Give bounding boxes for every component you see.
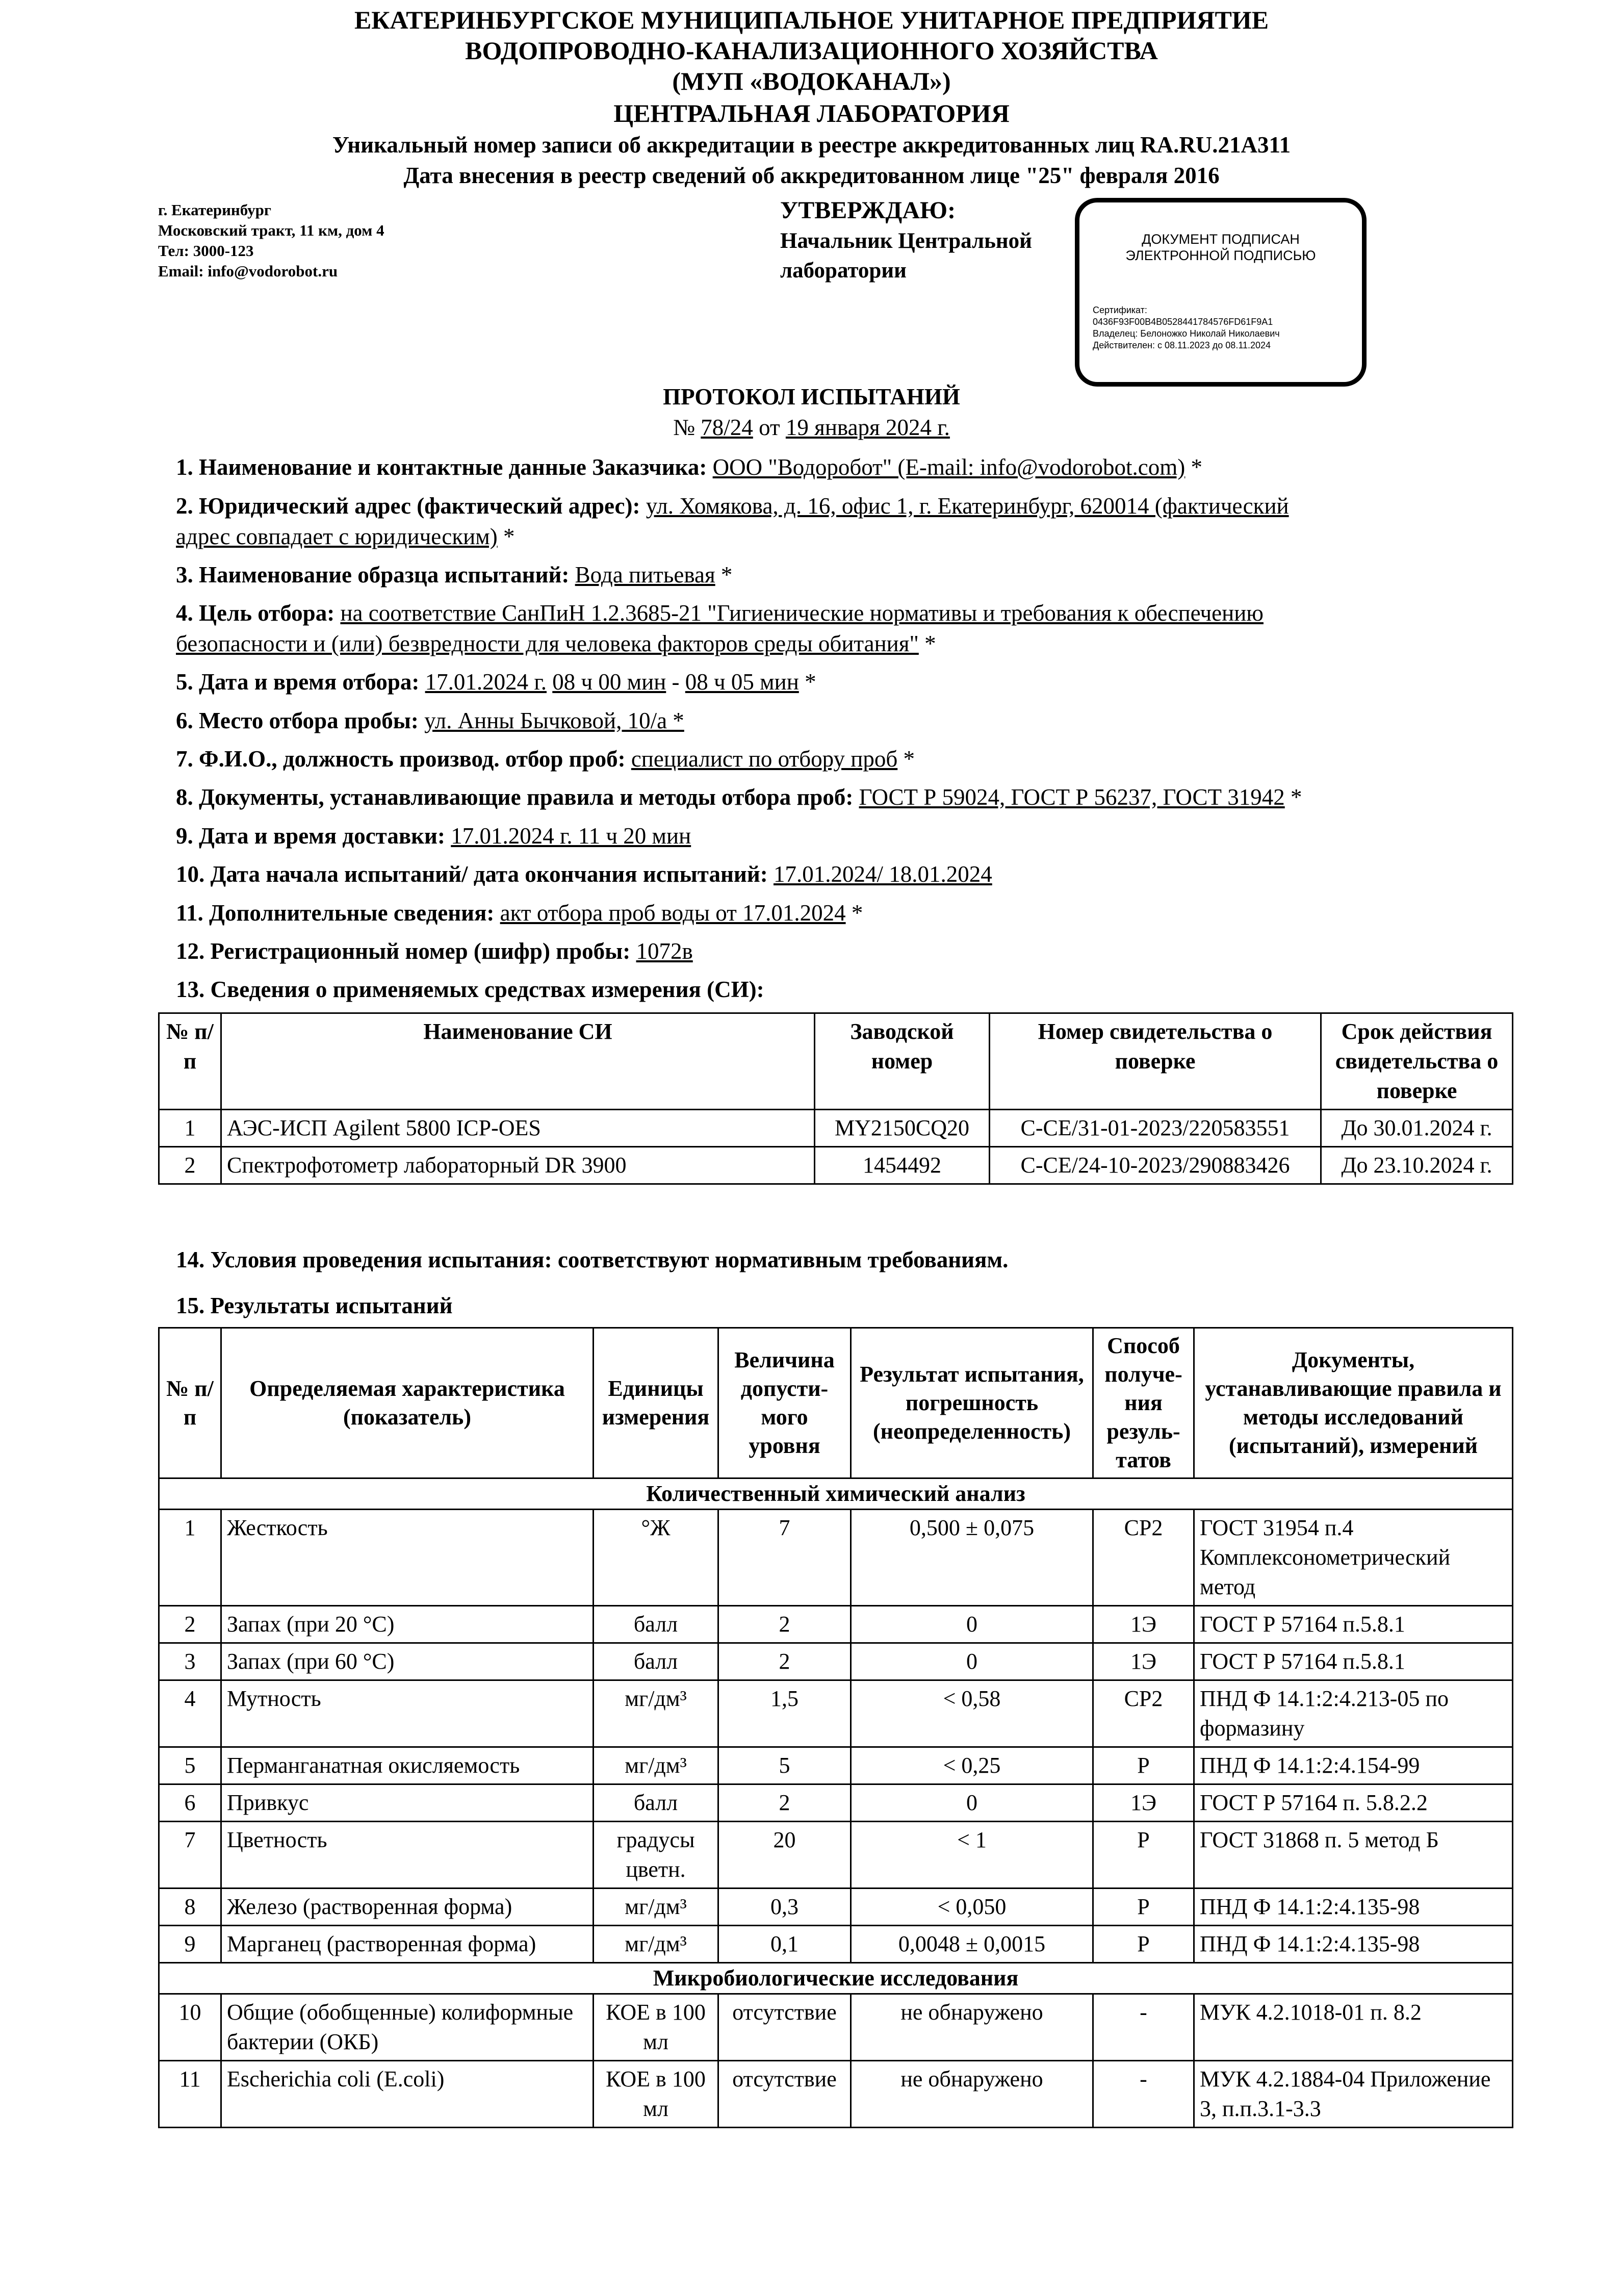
cell-method: 1Э [1093,1643,1194,1680]
item-value: Вода питьевая [575,562,715,588]
date-prefix: от [753,415,786,440]
item-value: акт отбора проб воды от 17.01.2024 [500,900,846,926]
cell-number: 7 [159,1822,221,1889]
item-value: ООО "Водоробот" (E-mail: info@vodorobot.com) [712,454,1186,480]
item-13 [176,974,1471,1005]
stamp-cert-label: Сертификат: [1093,305,1147,315]
cell-units: мг/дм³ [594,1747,718,1784]
lab-name: ЦЕНТРАЛЬНАЯ ЛАБОРАТОРИЯ [613,99,1010,127]
contact-address: Московский тракт, 11 км, дом 4 [158,221,384,239]
cell-limit: 2 [718,1643,851,1680]
cell-serial: 1454492 [815,1147,990,1184]
cell-document: ПНД Ф 14.1:2:4.135-98 [1194,1926,1513,1963]
cell-limit: 0,3 [718,1889,851,1926]
col-number: № п/п [159,1328,221,1478]
table-row [159,1606,1513,1643]
cell-characteristic: Общие (обобщенные) колиформные бактерии (ОКБ) [221,1994,594,2061]
lab-contacts [158,200,384,282]
item-label: 6. Место отбора пробы: [176,708,419,733]
cell-limit: отсутствие [718,2061,851,2128]
item-suffix: * [845,900,863,926]
item-label: 12. Регистрационный номер (шифр) пробы: [176,938,631,964]
cell-limit: 0,1 [718,1926,851,1963]
item-value: ул. Анны Бычковой, 10/а * [424,708,684,733]
cell-result: < 0,050 [851,1889,1093,1926]
table-row [159,1147,1513,1184]
cell-method: - [1093,2061,1194,2128]
cell-method: СР2 [1093,1680,1194,1747]
contact-city: г. Екатеринбург [158,201,271,219]
cell-method: Р [1093,1747,1194,1784]
item-label: 9. Дата и время доставки: [176,823,445,849]
cell-units: КОЕ в 100 мл [594,2061,718,2128]
item-label: 1. Наименование и контактные данные Заказчика: [176,454,707,480]
accreditation-date: Дата внесения в реестр сведений об аккредитованном лице "25" февраля 2016 [403,163,1220,188]
col-units: Единицы измерения [594,1328,718,1478]
accreditation-number: Уникальный номер записи об аккредитации в реестре аккредитованных лиц RA.RU.21А311 [332,132,1291,158]
item-6 [176,705,1471,736]
cell-characteristic: Жесткость [221,1510,594,1606]
cell-result: 0 [851,1643,1093,1680]
item-suffix: * [918,631,936,656]
item-label: 4. Цель отбора: [176,600,335,626]
cell-number: 5 [159,1747,221,1784]
item-4 [176,598,1471,659]
cell-limit: 2 [718,1784,851,1822]
cell-document: ГОСТ Р 57164 п. 5.8.2.2 [1194,1784,1513,1822]
table-row [159,1994,1513,2061]
table-row [159,1510,1513,1606]
contact-phone: Тел: 3000-123 [158,242,254,260]
cell-characteristic: Escherichia coli (E.coli) [221,2061,594,2128]
org-name-line1: ЕКАТЕРИНБУРГСКОЕ МУНИЦИПАЛЬНОЕ УНИТАРНОЕ ПРЕДПРИЯТИЕ [354,6,1269,34]
item-15: 15. Результаты испытаний [176,1293,453,1318]
approve-title: УТВЕРЖДАЮ: [780,197,956,224]
cell-name: АЭС-ИСП Agilent 5800 ICP-OES [221,1110,815,1147]
stamp-title-1: ДОКУМЕНТ ПОДПИСАН [1142,232,1300,247]
cell-method: СР2 [1093,1510,1194,1606]
item-suffix: * [1284,784,1302,810]
cell-characteristic: Перманганатная окисляемость [221,1747,594,1784]
measuring-instruments-table [158,1012,1513,1185]
cell-result: < 0,58 [851,1680,1093,1747]
cell-units: КОЕ в 100 мл [594,1994,718,2061]
cell-document: ПНД Ф 14.1:2:4.154-99 [1194,1747,1513,1784]
cell-method: 1Э [1093,1784,1194,1822]
item-value-2: адрес совпадает с юридическим) [176,524,498,549]
item-suffix: * [897,746,915,772]
approval-block [780,195,1032,286]
protocol-date: 19 января 2024 г. [785,415,950,440]
item-12 [176,936,1471,966]
item-value-2: безопасности и (или) безвредности для человека факторов среды обитания" [176,631,919,656]
table-row [159,1643,1513,1680]
number-prefix: № [673,415,701,440]
item-value: 17.01.2024/ 18.01.2024 [773,861,992,887]
cell-number: 1 [159,1110,221,1147]
col-serial: Заводской номер [815,1013,990,1110]
cell-characteristic: Запах (при 60 °С) [221,1643,594,1680]
cell-units: балл [594,1784,718,1822]
col-characteristic: Определяемая характеристика (показатель) [221,1328,594,1478]
cell-method: Р [1093,1822,1194,1889]
col-document: Документы, устанавливающие правила и методы исследований (испытаний), измерений [1194,1328,1513,1478]
item-suffix: * [1185,454,1202,480]
cell-limit: отсутствие [718,1994,851,2061]
cell-characteristic: Марганец (растворенная форма) [221,1926,594,1963]
results-table [158,1327,1513,2128]
cell-document: ПНД Ф 14.1:2:4.213-05 по формазину [1194,1680,1513,1747]
item-suffix: * [715,562,733,588]
table-row [159,1784,1513,1822]
org-name-line2: ВОДОПРОВОДНО-КАНАЛИЗАЦИОННОГО ХОЗЯЙСТВА [465,36,1158,65]
stamp-title-2: ЭЛЕКТРОННОЙ ПОДПИСЬЮ [1125,248,1316,263]
cell-certificate: С-СЕ/31-01-2023/220583551 [990,1110,1321,1147]
electronic-signature-stamp [1075,198,1367,387]
cell-result: < 0,25 [851,1747,1093,1784]
col-name: Наименование СИ [221,1013,815,1110]
col-limit: Величина допусти-мого уровня [718,1328,851,1478]
stamp-cert-number: 0436F93F00B4B0528441784576FD61F9A1 [1093,317,1273,327]
cell-serial: MY2150CQ20 [815,1110,990,1147]
cell-document: МУК 4.2.1884-04 Приложение 3, п.п.3.1-3.3 [1194,2061,1513,2128]
item-label: 7. Ф.И.О., должность производ. отбор проб: [176,746,626,772]
cell-characteristic: Цветность [221,1822,594,1889]
item-label: 5. Дата и время отбора: [176,669,420,695]
item-label: 11. Дополнительные сведения: [176,900,495,926]
item-1 [176,452,1471,482]
cell-units: балл [594,1606,718,1643]
cell-result: 0,500 ± 0,075 [851,1510,1093,1606]
table-header-row [159,1013,1513,1110]
cell-number: 1 [159,1510,221,1606]
item-3 [176,559,1471,590]
cell-number: 10 [159,1994,221,2061]
cell-units: балл [594,1643,718,1680]
cell-number: 8 [159,1889,221,1926]
cell-document: ГОСТ Р 57164 п.5.8.1 [1194,1643,1513,1680]
cell-limit: 2 [718,1606,851,1643]
cell-validity: До 23.10.2024 г. [1321,1147,1513,1184]
cell-result: не обнаружено [851,2061,1093,2128]
section-chemical: Количественный химический анализ [159,1478,1513,1510]
col-result: Результат испытания, погрешность (неопределенность) [851,1328,1093,1478]
table-header-row [159,1328,1513,1478]
cell-method: 1Э [1093,1606,1194,1643]
cell-name: Спектрофотометр лабораторный DR 3900 [221,1147,815,1184]
stamp-valid: Действителен: с 08.11.2023 до 08.11.2024 [1093,340,1271,350]
table-row [159,2061,1513,2128]
item-label: 13. Сведения о применяемых средствах измерения (СИ): [176,977,764,1002]
cell-number: 11 [159,2061,221,2128]
col-certificate: Номер свидетельства о поверке [990,1013,1321,1110]
cell-characteristic: Запах (при 20 °С) [221,1606,594,1643]
section-microbiological: Микробиологические исследования [159,1963,1513,1994]
cell-result: 0,0048 ± 0,0015 [851,1926,1093,1963]
cell-units: мг/дм³ [594,1926,718,1963]
protocol-number-line [0,414,1623,441]
item-7 [176,744,1471,774]
cell-document: ГОСТ Р 57164 п.5.8.1 [1194,1606,1513,1643]
cell-result: не обнаружено [851,1994,1093,2061]
cell-limit: 20 [718,1822,851,1889]
table-row [159,1926,1513,1963]
item-10 [176,859,1471,889]
cell-method: - [1093,1994,1194,2061]
item-value: 17.01.2024 г. [425,669,547,695]
item-value: специалист по отбору проб [631,746,898,772]
item-11 [176,898,1471,928]
item-suffix: * [798,669,816,695]
approve-position-2: лаборатории [780,259,907,283]
cell-document: ПНД Ф 14.1:2:4.135-98 [1194,1889,1513,1926]
table-row [159,1822,1513,1889]
cell-number: 2 [159,1147,221,1184]
cell-certificate: С-СЕ/24-10-2023/290883426 [990,1147,1321,1184]
cell-document: ГОСТ 31954 п.4 Комплексонометрический метод [1194,1510,1513,1606]
item-9 [176,821,1471,851]
table-row [159,1680,1513,1747]
section-row [159,1478,1513,1510]
approve-position: Начальник Центральной [780,229,1032,253]
item-5 [176,667,1471,697]
item-14: 14. Условия проведения испытания: соответствуют нормативным требованиям. [176,1247,1009,1272]
cell-validity: До 30.01.2024 г. [1321,1110,1513,1147]
cell-number: 3 [159,1643,221,1680]
cell-method: Р [1093,1889,1194,1926]
col-number: № п/п [159,1013,221,1110]
protocol-title: ПРОТОКОЛ ИСПЫТАНИЙ [663,384,960,410]
cell-document: ГОСТ 31868 п. 5 метод Б [1194,1822,1513,1889]
item-value: ГОСТ Р 59024, ГОСТ Р 56237, ГОСТ 31942 [859,784,1285,810]
item-value-c: 08 ч 05 мин [685,669,799,695]
col-method: Способ получе-ния резуль-татов [1093,1328,1194,1478]
cell-units: мг/дм³ [594,1680,718,1747]
cell-method: Р [1093,1926,1194,1963]
cell-result: < 1 [851,1822,1093,1889]
item-suffix: * [497,524,515,549]
item-8 [176,782,1471,812]
contact-email: Email: info@vodorobot.ru [158,262,338,280]
cell-number: 4 [159,1680,221,1747]
org-short-name: (МУП «ВОДОКАНАЛ») [672,67,951,95]
item-label: 8. Документы, устанавливающие правила и методы отбора проб: [176,784,854,810]
cell-number: 2 [159,1606,221,1643]
item-value: 17.01.2024 г. 11 ч 20 мин [451,823,691,849]
cell-characteristic: Привкус [221,1784,594,1822]
item-value-b: 08 ч 00 мин [552,669,666,695]
item-value: 1072в [636,938,693,964]
cell-document: МУК 4.2.1018-01 п. 8.2 [1194,1994,1513,2061]
cell-number: 6 [159,1784,221,1822]
protocol-number: 78/24 [701,415,753,440]
cell-result: 0 [851,1606,1093,1643]
table-row [159,1889,1513,1926]
cell-units: °Ж [594,1510,718,1606]
item-mid-2: - [666,669,685,695]
cell-units: мг/дм³ [594,1889,718,1926]
cell-characteristic: Мутность [221,1680,594,1747]
item-label: 10. Дата начала испытаний/ дата окончания испытаний: [176,861,768,887]
section-row [159,1963,1513,1994]
table-row [159,1110,1513,1147]
cell-limit: 7 [718,1510,851,1606]
cell-limit: 1,5 [718,1680,851,1747]
item-label: 3. Наименование образца испытаний: [176,562,570,588]
item-mid [547,669,552,695]
item-2 [176,491,1471,552]
col-validity: Срок действия свидетельства о поверке [1321,1013,1513,1110]
item-value: на соответствие СанПиН 1.2.3685-21 "Гигиенические нормативы и требования к обеспечению [340,600,1264,626]
item-label: 2. Юридический адрес (фактический адрес): [176,493,640,519]
cell-limit: 5 [718,1747,851,1784]
table-row [159,1747,1513,1784]
stamp-owner: Владелец: Белоножко Николай Николаевич [1093,328,1280,339]
cell-number: 9 [159,1926,221,1963]
cell-units: градусы цветн. [594,1822,718,1889]
cell-characteristic: Железо (растворенная форма) [221,1889,594,1926]
cell-result: 0 [851,1784,1093,1822]
item-value: ул. Хомякова, д. 16, офис 1, г. Екатеринбург, 620014 (фактический [646,493,1289,519]
